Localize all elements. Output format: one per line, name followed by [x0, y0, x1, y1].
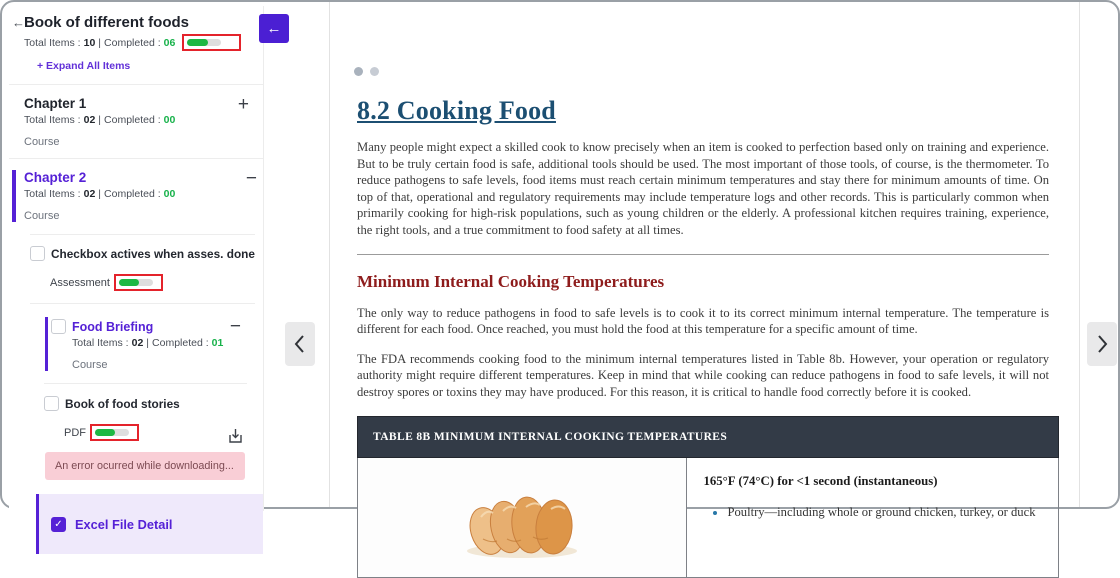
poultry-image-cell — [358, 457, 687, 577]
completed-value: 01 — [211, 337, 224, 349]
annotation-box — [114, 274, 163, 291]
completed-label: Completed : — [104, 114, 161, 126]
annotation-box — [182, 34, 241, 51]
paragraph: The FDA recommends cooking food to the minimum internal temperatures listed in Table 8b. However, your operation or regulatory authority might require different temperatures. Keep in mind that while cooking can reduce pathogens in food to safe levels, it will not destroy spores or toxins they may have produced. For this reason, it is critical to handle food correctly before it is cooked. — [357, 351, 1049, 399]
pdf-item[interactable] — [44, 396, 253, 441]
chapter-2-stats — [24, 188, 249, 200]
completed-value: 06 — [163, 36, 176, 49]
sidebar-header — [9, 6, 263, 74]
document-heading-link[interactable]: 8.2 Cooking Food — [357, 96, 556, 125]
collapse-minus-icon[interactable]: − — [229, 316, 241, 337]
food-briefing-checkbox[interactable] — [51, 319, 66, 334]
divider — [30, 303, 255, 304]
chapter-1-title: Chapter 1 — [24, 96, 87, 111]
previous-page-button[interactable] — [285, 322, 315, 366]
completed-label: Completed : — [152, 337, 209, 349]
chapter-2-item[interactable] — [12, 170, 263, 222]
back-arrow-icon[interactable]: ← — [12, 15, 25, 30]
intro-paragraph: Many people might expect a skilled cook to know precisely when an item is cooked to perfection based only on training and experience. But to be truly certain food is safe, additional tools should be used. The most important of those tools, of course, is the thermometer. To reduce pathogens to safe levels, food items must reach certain minimum temperatures and stay there for minimum amounts of time. On top of that, operational and regulatory requirements may include temperature logs and other records. This is particularly common when primarily cooking for high-risk populations, such as young children or the elderly. A professional kitchen requires training, experience, the right tools, and a true commitment to food safety at all times. — [357, 140, 1049, 237]
assessment-item[interactable] — [30, 246, 255, 261]
section-heading: Minimum Internal Cooking Temperatures — [357, 271, 665, 291]
chapter-2-title: Chapter 2 — [24, 170, 87, 185]
total-items-value: 02 — [131, 337, 144, 349]
collapse-minus-icon[interactable]: − — [245, 168, 257, 189]
chapter-2-children — [30, 234, 255, 480]
assessment-item-label: Checkbox actives when asses. done — [51, 246, 255, 261]
food-list — [727, 505, 1042, 520]
total-items-label: Total Items : — [24, 114, 81, 126]
completed-value: 00 — [163, 114, 176, 126]
total-items-value: 02 — [83, 188, 96, 200]
divider — [44, 383, 247, 384]
divider — [1079, 2, 1080, 507]
pdf-item-checkbox[interactable] — [44, 396, 59, 411]
chapter-2-type: Course — [24, 210, 60, 222]
completed-label: Completed : — [104, 188, 161, 200]
pdf-kind-label: PDF — [64, 426, 86, 439]
stats-separator: | — [98, 36, 102, 49]
chevron-left-icon — [291, 333, 309, 355]
divider — [30, 234, 255, 235]
chapter-1-item[interactable] — [9, 85, 263, 148]
book-progress-bar — [187, 39, 221, 46]
divider — [329, 2, 330, 507]
course-sidebar — [9, 6, 264, 532]
excel-checkbox[interactable]: ✓ — [51, 517, 66, 532]
excel-file-item[interactable] — [36, 494, 263, 554]
pdf-item-label: Book of food stories — [65, 396, 180, 411]
stats-separator: | — [98, 114, 102, 126]
food-briefing-stats — [72, 337, 255, 349]
stats-separator: | — [146, 337, 150, 349]
total-items-label: Total Items : — [24, 36, 81, 49]
food-briefing-title: Food Briefing — [72, 319, 154, 334]
total-items-label: Total Items : — [24, 188, 81, 200]
total-items-label: Total Items : — [72, 337, 129, 349]
expand-all-items-link[interactable]: + Expand All Items — [37, 60, 131, 72]
completed-label: Completed : — [104, 36, 161, 49]
divider — [357, 254, 1049, 255]
assessment-checkbox[interactable] — [30, 246, 45, 261]
food-briefing-type: Course — [72, 359, 108, 371]
chapter-1-type: Course — [24, 136, 60, 148]
table-row — [358, 457, 1059, 577]
chevron-right-icon — [1093, 333, 1111, 355]
document-content — [357, 2, 1057, 578]
download-icon[interactable] — [228, 428, 243, 449]
assessment-kind-row — [50, 274, 255, 291]
book-stats — [24, 34, 253, 51]
total-items-value: 02 — [83, 114, 96, 126]
food-briefing-item[interactable] — [45, 317, 255, 371]
collapse-sidebar-button[interactable] — [259, 14, 289, 43]
download-error-banner: An error ocurred while downloading... — [45, 452, 245, 480]
food-list-item: • Poultry—including whole or ground chicken, turkey, or duck — [727, 505, 1042, 520]
table-header: TABLE 8B MINIMUM INTERNAL COOKING TEMPERATURES — [358, 416, 1059, 457]
cooking-temperatures-table — [357, 416, 1059, 578]
completed-value: 00 — [163, 188, 176, 200]
temperature-info-cell — [687, 457, 1059, 577]
stats-separator: | — [98, 188, 102, 200]
assessment-progress-bar — [119, 279, 153, 286]
paragraph: The only way to reduce pathogens in food to safe levels is to cook it to its correct minimum internal temperature. The temperature is different for each food. Once reached, you must hold the food at this temperature for a specific amount of time. — [357, 305, 1049, 337]
pdf-progress-bar — [95, 429, 129, 436]
total-items-value: 10 — [83, 36, 96, 49]
annotation-box — [90, 424, 139, 441]
back-arrow-icon: ← — [266, 20, 282, 37]
roasted-poultry-image — [463, 487, 581, 557]
excel-item-label: Excel File Detail — [75, 516, 173, 532]
assessment-kind-label: Assessment — [50, 276, 110, 289]
divider — [9, 158, 263, 159]
temperature-value: 165°F (74°C) for <1 second (instantaneous) — [703, 473, 938, 488]
book-title: Book of different foods — [24, 14, 189, 31]
chapter-1-stats — [24, 114, 249, 126]
pdf-kind-row — [64, 424, 253, 441]
next-page-button[interactable] — [1087, 322, 1117, 366]
expand-plus-icon[interactable]: + — [237, 94, 249, 115]
